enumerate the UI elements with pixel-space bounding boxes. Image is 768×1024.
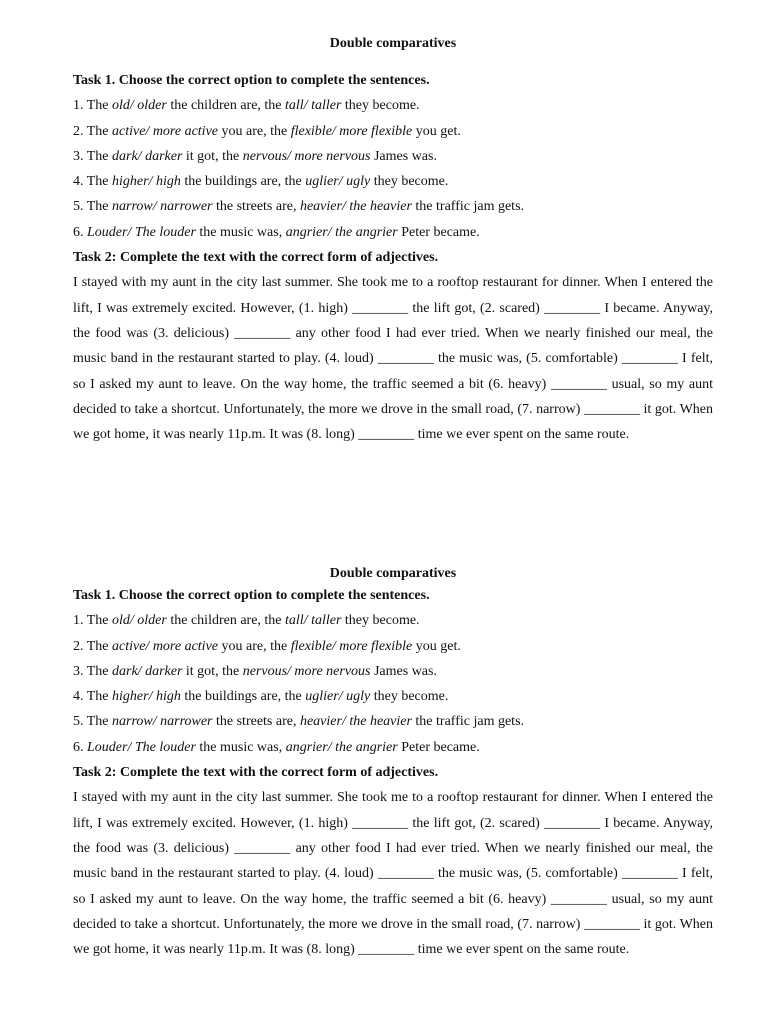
task1-item: 4. The higher/ high the buildings are, the uglier/ ugly they become. [73,689,449,705]
worksheet-title: Double comparatives [329,36,457,51]
task1-heading: Task 1. Choose the correct option to complete the sentences. [73,588,430,603]
task2-heading: Task 2: Complete the text with the correct form of adjectives. [73,250,439,266]
task1-item: 2. The active/ more active you are, the flexible/ more flexible you get. [73,123,461,139]
worksheet-title: Double comparatives [329,566,457,581]
task2-paragraph: I stayed with my aunt in the city last summer. She took me to a rooftop restaurant for dinner. When I entered the lift, I was extremely excited. However, (1. high) ________ the lift got, (2. scared) ________ I became. Anyway, the food was (3. delicious) ________ any other food I had ever tried. When we nearly finished our meal, the music band in the restaurant started to play. (4. loud) ________ the music was, (5. comfortable) ________ I felt, so I asked my aunt to leave. On the way home, the traffic seemed a bit (6. heavy) ________ usual, so my aunt decided to take a shortcut. Unfortunately, the more we drove in the small road, (7. narrow) ________ it got. When we got home, it was nearly 11p.m. It was (8. long) ________ time we ever spent on the same route. [73,275,713,443]
task2-paragraph: I stayed with my aunt in the city last summer. She took me to a rooftop restaurant for dinner. When I entered the lift, I was extremely excited. However, (1. high) ________ the lift got, (2. scared) ________ I became. Anyway, the food was (3. delicious) ________ any other food I had ever tried. When we nearly finished our meal, the music band in the restaurant started to play. (4. loud) ________ the music was, (5. comfortable) ________ I felt, so I asked my aunt to leave. On the way home, the traffic seemed a bit (6. heavy) ________ usual, so my aunt decided to take a shortcut. Unfortunately, the more we drove in the small road, (7. narrow) ________ it got. When we got home, it was nearly 11p.m. It was (8. long) ________ time we ever spent on the same route. [73,790,713,958]
worksheet-top [73,36,713,447]
worksheet-bottom [73,566,713,962]
task1-item: 1. The old/ older the children are, the tall/ taller they become. [73,613,420,629]
task1-item: 6. Louder/ The louder the music was, angrier/ the angrier Peter became. [73,224,480,240]
task1-item: 3. The dark/ darker it got, the nervous/ more nervous James was. [73,663,437,679]
task2-heading: Task 2: Complete the text with the correct form of adjectives. [73,765,439,781]
task1-item: 6. Louder/ The louder the music was, angrier/ the angrier Peter became. [73,739,480,755]
task1-item: 5. The narrow/ narrower the streets are, heavier/ the heavier the traffic jam gets. [73,199,525,215]
task1-heading: Task 1. Choose the correct option to complete the sentences. [73,73,430,88]
task1-item: 2. The active/ more active you are, the flexible/ more flexible you get. [73,638,461,654]
task1-item: 5. The narrow/ narrower the streets are, heavier/ the heavier the traffic jam gets. [73,714,525,730]
task1-item: 4. The higher/ high the buildings are, the uglier/ ugly they become. [73,174,449,190]
task1-item: 3. The dark/ darker it got, the nervous/ more nervous James was. [73,148,437,164]
task1-item: 1. The old/ older the children are, the tall/ taller they become. [73,98,420,114]
